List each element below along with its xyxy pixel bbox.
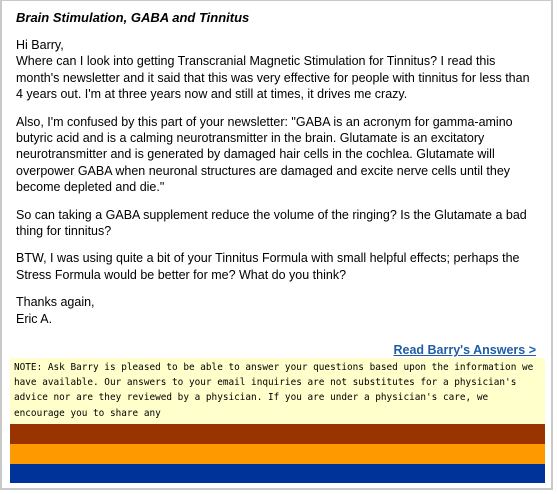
letter-closing: Thanks again, (16, 295, 95, 310)
letter-paragraph-1: Where can I look into getting Transcranial Magnetic Stimulation for Tinnitus? I read this month's newsletter and it said that this was very effective for people with tinnitus for less than 4 years out. I'm at three years now and still at times, it drives me crazy. (16, 54, 530, 102)
letter-paragraph-3: So can taking a GABA supplement reduce the volume of the ringing? Is the Glutamate a bad thing for tinnitus? (16, 207, 527, 239)
footer-bar-orange (10, 444, 545, 464)
disclaimer-note (10, 358, 545, 424)
letter-paragraph-4: BTW, I was using quite a bit of your Tinnitus Formula with small helpful effects; perhaps the Stress Formula would be better for me? What do you think? (16, 251, 520, 282)
article-title: Brain Stimulation, GABA and Tinnitus (16, 10, 250, 25)
letter-signature: Eric A. (16, 311, 53, 326)
footer-bar-blue (10, 464, 545, 483)
letter-paragraph-2: Also, I'm confused by this part of your newsletter: "GABA is an acronym for gamma-amino butyric acid and is a calming neurotransmitter in the brain. Glutamate is an excitatory neurotransmitter and is generated by damaged hair cells in the cochlea. Glutamate will overpower GABA when neuronal structures are damaged and excite nerve cells until they become depleted and die." (16, 114, 513, 195)
footer-bar-brown (10, 424, 545, 444)
read-answers-link[interactable]: Read Barry's Answers > (393, 343, 536, 357)
disclaimer-text: NOTE: Ask Barry is pleased to be able to answer your questions based upon the information we have available. Our answers to your email inquiries are not substitutes for a physician's advice nor are they reviewed by a physician. If you are under a physician's care, we encourage you to share any (14, 362, 534, 419)
letter-greeting: Hi Barry, (16, 38, 64, 52)
letter-body (16, 37, 538, 327)
